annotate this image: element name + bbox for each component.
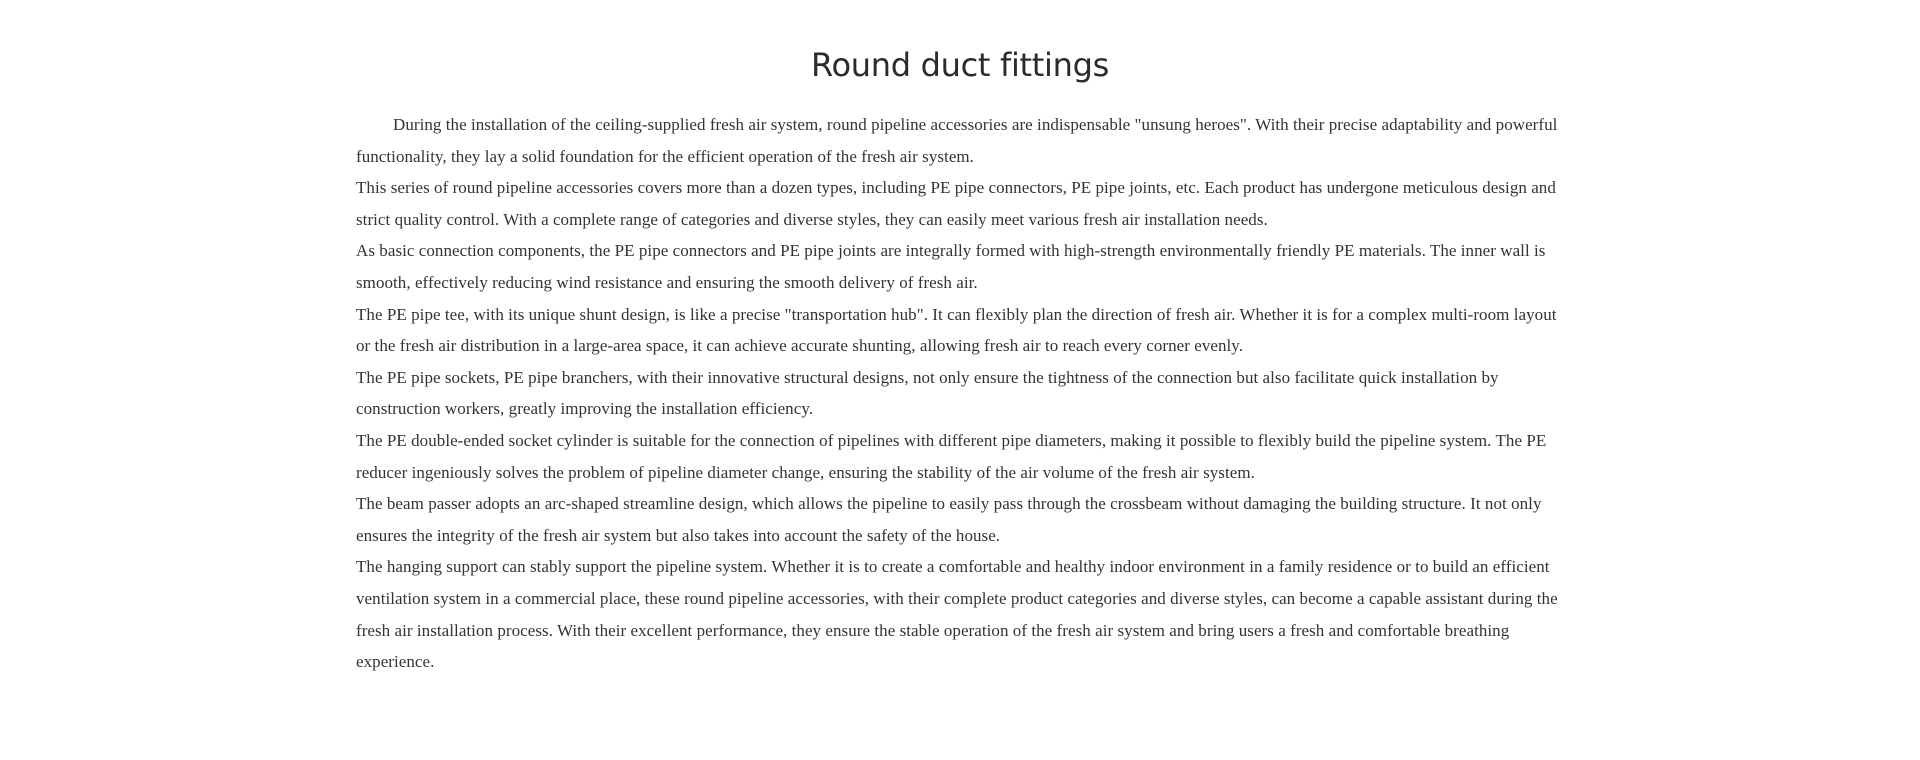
article	[356, 0, 1564, 678]
article-body	[356, 109, 1564, 678]
paragraph-series-overview: This series of round pipeline accessories covers more than a dozen types, including PE pipe connectors, PE pipe joints, etc. Each product has undergone meticulous design and strict quality control. With a complete range of categories and diverse styles, they can easily meet various fresh air installation needs.	[356, 178, 1556, 229]
paragraph-sockets-branchers: The PE pipe sockets, PE pipe branchers, with their innovative structural designs, not only ensure the tightness of the connection but also facilitate quick installation by construction workers, greatly improving the installation efficiency.	[356, 367, 1499, 419]
paragraph-socket-cylinder-reducer: The PE double-ended socket cylinder is suitable for the connection of pipelines with different pipe diameters, making it possible to flexibly build the pipeline system. The PE reducer ingeniously solves the problem of pipeline diameter change, ensuring the stability of the air volume of the fresh air system.	[356, 430, 1547, 482]
page-title: Round duct fittings	[810, 46, 1110, 84]
paragraph-beam-passer: The beam passer adopts an arc-shaped streamline design, which allows the pipeline to easily pass through the crossbeam without damaging the building structure. It not only ensures the integrity of the fresh air system but also takes into account the safety of the house.	[356, 494, 1542, 545]
paragraph-hanging-support: The hanging support can stably support the pipeline system. Whether it is to create a comfortable and healthy indoor environment in a family residence or to build an efficient ventilation system in a commercial place, these round pipeline accessories, with their complete product categories and diverse styles, can become a capable assistant during the fresh air installation process. With their excellent performance, they ensure the stable operation of the fresh air system and bring users a fresh and comfortable breathing experience.	[356, 557, 1558, 672]
paragraph-pipe-tee: The PE pipe tee, with its unique shunt design, is like a precise "transportation hub". It can flexibly plan the direction of fresh air. Whether it is for a complex multi-room layout or the fresh air distribution in a large-area space, it can achieve accurate shunting, allowing fresh air to reach every corner evenly.	[356, 304, 1557, 356]
paragraph-intro: During the installation of the ceiling-supplied fresh air system, round pipeline accessories are indispensable "unsung heroes". With their precise adaptability and powerful functionality, they lay a solid foundation for the efficient operation of the fresh air system.	[356, 115, 1558, 166]
paragraph-connectors-joints: As basic connection components, the PE pipe connectors and PE pipe joints are integrally formed with high-strength environmentally friendly PE materials. The inner wall is smooth, effectively reducing wind resistance and ensuring the smooth delivery of fresh air.	[356, 241, 1546, 292]
